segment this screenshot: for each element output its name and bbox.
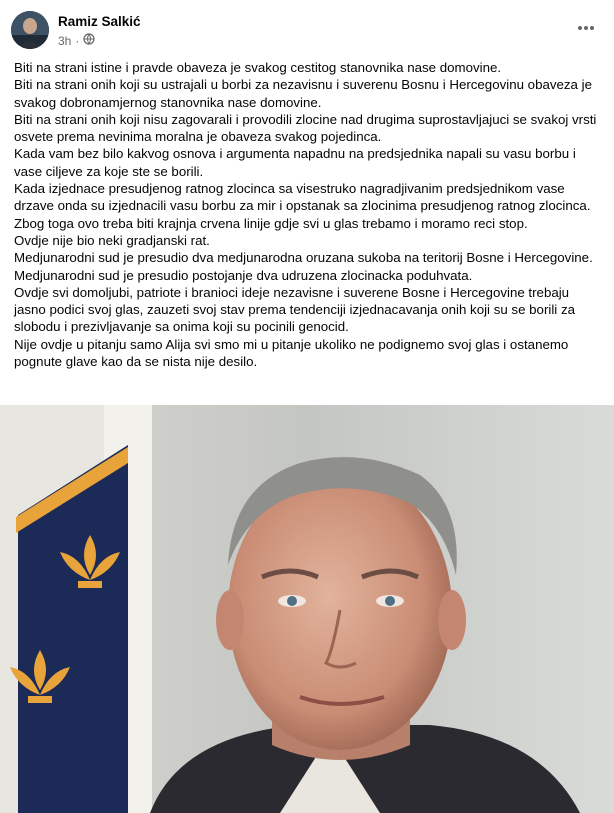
post-text [14,59,604,370]
more-horizontal-icon [577,25,595,31]
post-paragraph: Biti na strani onih koji su ustrajali u borbi za nezavisnu i suverenu Bosnu i Hercegovinu obaveza je svakog dobronamjernog stanovnika nase domovine. [14,77,592,110]
post-paragraph: Kada izjednace presudjenog ratnog zlocinca sa visestruko nagradjivanim predsjednikom vase drzave onda su izjednacili vasu borbu za mir i opstanak sa zlocinima presudjenog ratnog zlocinca. [14,181,591,214]
post-options-button[interactable] [572,14,600,42]
post-meta [58,33,95,48]
post-paragraph: Medjunarodni sud je presudio postojanje dva udruzena zlocinacka poduhvata. [14,267,473,283]
post-paragraph: Biti na strani istine i pravde obaveza je svakog cestitog stanovnika nase domovine. [14,60,502,75]
post-paragraph: Biti na strani onih koji nisu zagovarali i provodili zlocine nad drugima suprostavljajuci se svakoj vrsti osvete prema nevinima moralna je obaveza svakog pojedinca. [14,111,597,145]
post-paragraph: Ovdje nije bio neki gradjanski rat. [14,232,210,248]
portrait-illustration [0,405,614,813]
post-paragraph: Kada vam bez bilo kakvog osnova i argumenta napadnu na predsjednika napali su vasu borbu i vase ciljeve za koje ste se borili. [14,146,576,179]
author-avatar[interactable] [11,11,49,49]
globe-icon[interactable] [83,33,95,48]
meta-separator: · [75,33,80,48]
post-header [0,0,614,56]
avatar-image [11,11,49,49]
post-photo[interactable] [0,405,614,813]
post-paragraph: Ovdje svi domoljubi, patriote i branioci ideje nezavisne i suverene Bosne i Hercegovine trebaju jasno podici svoj glas, zauzeti svoj stav prema tendenciji izjednacavanja onih koji su se borili za slobodu i prezivljavanje sa onima koji su pocinili genocid. [14,284,575,335]
post-paragraph: Nije ovdje u pitanju samo Alija svi smo mi u pitanje ukoliko ne podignemo svoj glas i ostanemo pognute glave kao da se nista nije desilo. [14,336,569,370]
post-paragraph: Medjunarodni sud je presudio dva medjunarodna oruzana sukoba na teritorij Bosne i Hercegovine. [14,250,593,266]
post-paragraph: Zbog toga ovo treba biti krajnja crvena linije gdje svi u glas trebamo i moramo reci stop. [14,215,528,231]
post-time[interactable]: 3h [58,33,72,48]
author-name[interactable]: Ramiz Salkić [58,14,141,29]
